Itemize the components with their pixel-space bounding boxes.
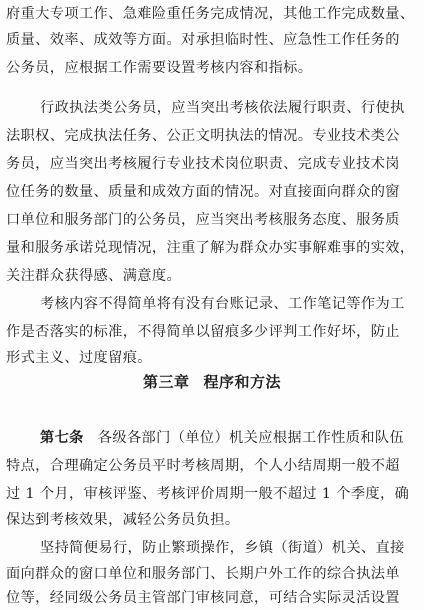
paragraph-5-line-3: 位等，经同级公务员主管部门审核同意，可结合实际灵活设置 <box>6 590 400 606</box>
chapter-number: 第三章 <box>142 373 190 391</box>
article-7-line-4: 保达到考核效果，减轻公务员负担。 <box>6 512 240 528</box>
article-7-line-3: 过 1 个月，审核评鉴、考核评价周期一般不超过 1 个季度，确 <box>6 486 410 502</box>
paragraph-2-line-3: 务员，应当突出考核履行专业技术岗位职责、完成专业技术岗 <box>6 156 400 172</box>
article-7-first-line-text: 各级各部门（单位）机关应根据工作性质和队伍 <box>97 430 405 446</box>
chapter-heading <box>0 370 424 394</box>
paragraph-5-line-1: 坚持简便易行，防止繁琐操作，乡镇（街道）机关、直接 <box>40 540 405 556</box>
paragraph-2-line-2: 法职权、完成执法任务、公正文明执法的情况。专业技术类公 <box>6 128 400 144</box>
article-7-label: 第七条 <box>40 430 84 446</box>
paragraph-3-line-3: 形式主义、过度留痕。 <box>6 350 152 366</box>
article-7-line-2: 特点，合理确定公务员平时考核周期，个人小结周期一般不超 <box>6 458 400 474</box>
paragraph-5-line-2: 面向群众的窗口单位和服务部门、长期户外工作的综合执法单 <box>6 566 400 582</box>
paragraph-2-line-5: 口单位和服务部门的公务员，应当突出考核服务态度、服务质 <box>6 212 400 228</box>
article-7-line-1 <box>40 426 404 450</box>
paragraph-1-line-3: 公务员，应根据工作需要设置考核内容和指标。 <box>6 60 313 76</box>
paragraph-3-line-1: 考核内容不得简单将有没有台账记录、工作笔记等作为工 <box>40 296 405 312</box>
paragraph-2-line-4: 位任务的数量、质量和成效方面的情况。对直接面向群众的窗 <box>6 184 400 200</box>
paragraph-1-line-1: 府重大专项工作、急难险重任务完成情况，其他工作完成数量、 <box>6 6 415 22</box>
paragraph-2-line-6: 量和服务承诺兑现情况，注重了解为群众办实事解难事的实效， <box>6 240 415 256</box>
paragraph-2-line-7: 关注群众获得感、满意度。 <box>6 268 182 284</box>
paragraph-3-line-2: 作是否落实的标准，不得简单以留痕多少评判工作好坏，防止 <box>6 324 400 340</box>
chapter-title: 程序和方法 <box>203 373 282 391</box>
paragraph-2-line-1: 行政执法类公务员，应当突出考核依法履行职责、行使执 <box>40 100 405 116</box>
paragraph-1-line-2: 质量、效率、成效等方面。对承担临时性、应急性工作任务的 <box>6 32 400 48</box>
